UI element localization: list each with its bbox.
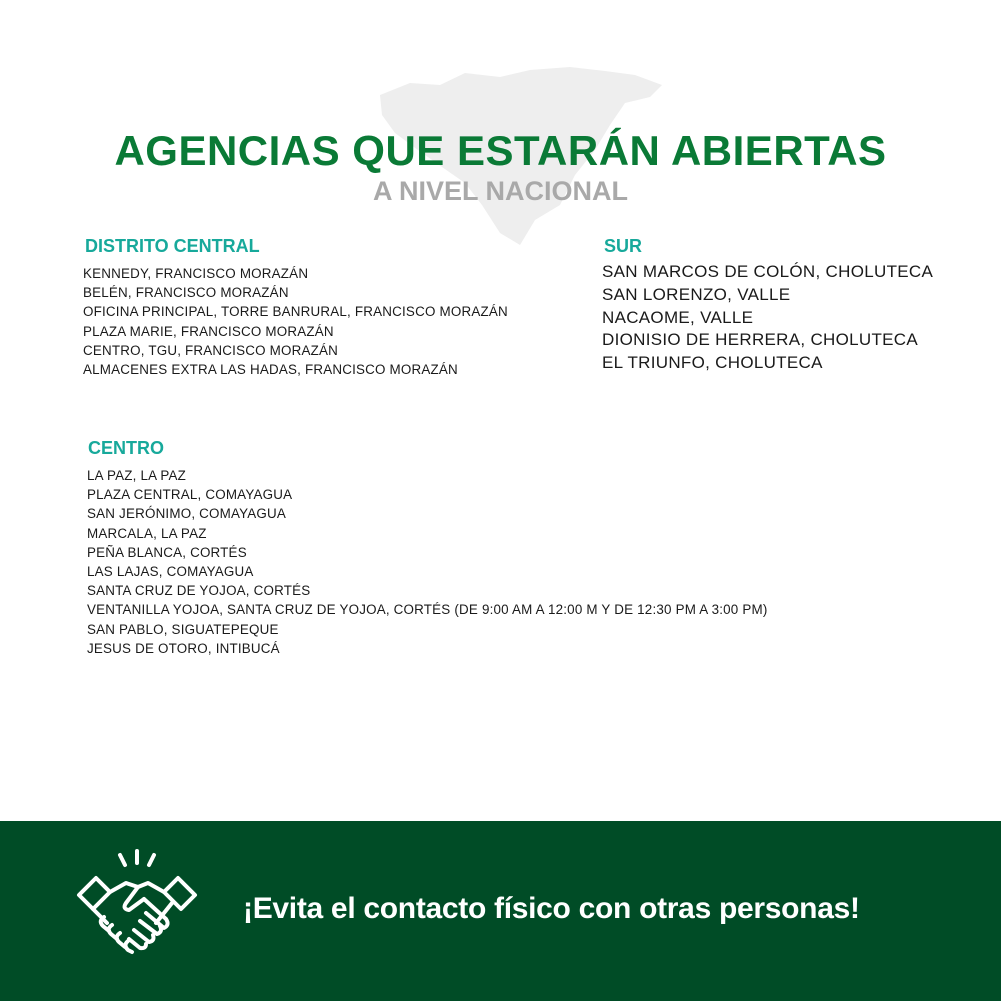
- distrito-central-list: [83, 264, 508, 379]
- list-item: EL TRIUNFO, CHOLUTECA: [602, 353, 823, 373]
- footer-message: ¡Evita el contacto físico con otras personas!: [243, 892, 860, 925]
- list-item: ALMACENES EXTRA LAS HADAS, FRANCISCO MORAZÁN: [83, 362, 458, 378]
- list-item: SANTA CRUZ DE YOJOA, CORTÉS: [87, 583, 311, 599]
- list-item: JESUS DE OTORO, INTIBUCÁ: [87, 640, 280, 656]
- list-item: SAN MARCOS DE COLÓN, CHOLUTECA: [602, 262, 934, 281]
- footer-banner: [0, 821, 1001, 1001]
- page-subtitle: A NIVEL NACIONAL: [372, 176, 628, 206]
- list-item: PLAZA CENTRAL, COMAYAGUA: [87, 487, 293, 503]
- section-title-centro: CENTRO: [88, 438, 164, 458]
- list-item: OFICINA PRINCIPAL, TORRE BANRURAL, FRANCISCO MORAZÁN: [83, 304, 508, 320]
- section-title-distrito-central: DISTRITO CENTRAL: [85, 236, 260, 256]
- list-item: LAS LAJAS, COMAYAGUA: [87, 564, 254, 580]
- handshake-icon: [76, 847, 198, 965]
- list-item: PEÑA BLANCA, CORTÉS: [87, 544, 247, 560]
- list-item: KENNEDY, FRANCISCO MORAZÁN: [83, 266, 309, 281]
- list-item: PLAZA MARIE, FRANCISCO MORAZÁN: [83, 323, 334, 339]
- section-title-sur: SUR: [604, 236, 643, 256]
- list-item: NACAOME, VALLE: [602, 307, 754, 327]
- list-item: CENTRO, TGU, FRANCISCO MORAZÁN: [83, 342, 338, 358]
- list-item: VENTANILLA YOJOA, SANTA CRUZ DE YOJOA, CORTÉS (DE 9:00 AM A 12:00 M Y DE 12:30 PM A 3:00 PM): [87, 602, 768, 618]
- centro-list: [87, 466, 768, 658]
- list-item: SAN LORENZO, VALLE: [602, 284, 791, 304]
- list-item: DIONISIO DE HERRERA, CHOLUTECA: [602, 330, 918, 350]
- list-item: SAN PABLO, SIGUATEPEQUE: [87, 621, 279, 637]
- list-item: MARCALA, LA PAZ: [87, 525, 207, 541]
- list-item: LA PAZ, LA PAZ: [87, 468, 187, 483]
- list-item: BELÉN, FRANCISCO MORAZÁN: [83, 285, 289, 301]
- sur-list: [602, 261, 933, 375]
- list-item: SAN JERÓNIMO, COMAYAGUA: [87, 506, 287, 522]
- page-title: AGENCIAS QUE ESTARÁN ABIERTAS: [114, 127, 887, 174]
